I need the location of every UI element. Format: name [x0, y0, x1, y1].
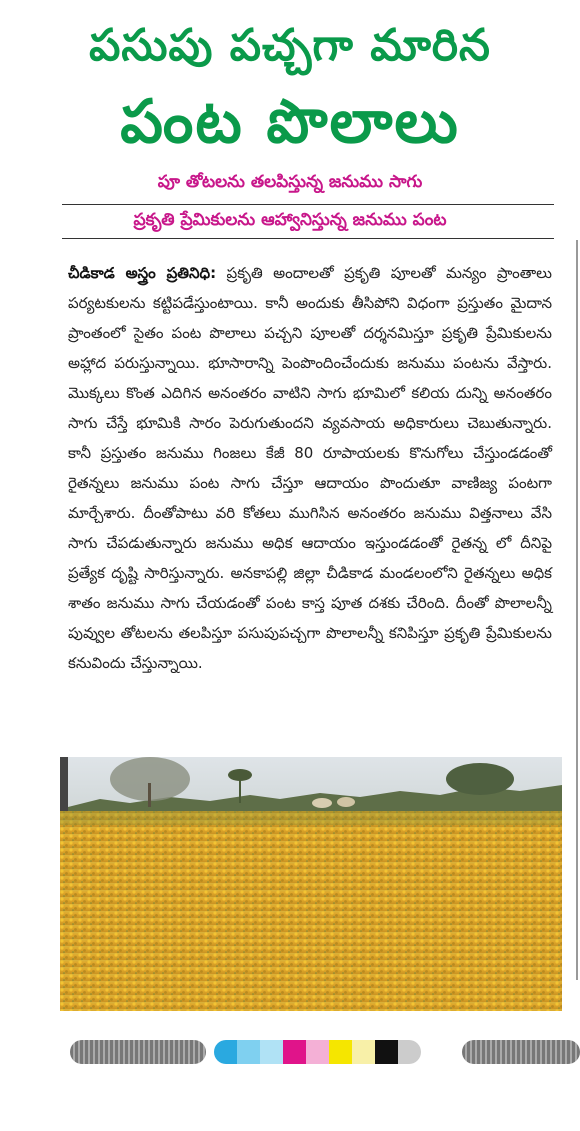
subheading-1: పూ తోటలను తలపిస్తున్న జనుము సాగు: [157, 172, 423, 192]
cmyk-swatch-yellow: [329, 1040, 352, 1064]
headline-line-2: పంట పొలాలు: [120, 87, 460, 157]
cmyk-swatch-cyan-tint: [237, 1040, 260, 1064]
cmyk-swatch-black: [375, 1040, 398, 1064]
cmyk-swatch-magenta-tint: [306, 1040, 329, 1064]
cmyk-swatch-yellow-tint: [352, 1040, 375, 1064]
cmyk-swatch-grey: [398, 1040, 421, 1064]
divider-bottom: [62, 238, 554, 239]
column-rule: [576, 240, 578, 980]
article-text: ప్రకృతి అందాలతో ప్రకృతి పూలతో మన్యం ప్రాంతాలు పర్యటకులను కట్టిపడేస్తుంటాయి. కానీ అందుకు తీసిపోని విధంగా ప్రస్తుతం మైదాన ప్రాంతంలో సైతం పంట పొలాలు పచ్చని పూలతో దర్శనమిస్తూ ప్రకృతి ప్రేమికులను అహ్లాద పరుస్తున్నాయి. భూసారాన్ని పెంపొందించేందుకు జనుము పంటను వేస్తారు. మొక్కలు కొంత ఎదిగిన అనంతరం వాటిని సాగు భూమిలో కలియ దున్ని అనంతరం సాగు చేస్తే భూమికి సారం పెరుగుతుందని వ్యవసాయ అధికారులు చెబుతున్నారు. కానీ ప్రస్తుతం జనుము గింజలు కేజీ 80 రూపాయలకు కొనుగోలు చేస్తుండడంతో రైతన్నలు జనుము పంట సాగు చేస్తూ ఆదాయం పొందుతూ వాణిజ్య పంటగా మార్చేశారు. దీంతోపాటు వరి కోతలు ముగిసిన అనంతరం జనుము విత్తనాలు వేసి సాగు చేపడుతున్నారు జనుము అధిక ఆదాయం ఇస్తుండడంతో రైతన్న లో దీనిపై ప్రత్యేక దృష్టి సారిస్తున్నారు. అనకాపల్లి జిల్లా చీడికాడ మండలంలోని రైతన్నలు అధిక శాతం జనుము సాగు చేయడంతో పంట కాస్త పూత దశకు చేరింది. దీంతో పొలాలన్నీ పువ్వుల తోటలను తలపిస్తూ పసుపుపచ్చగా పొలాలన్నీ కనిపిస్తూ ప్రకృతి ప్రేమికులను కనువిందు చేస్తున్నాయి.: [68, 264, 552, 672]
divider-top: [62, 204, 554, 205]
subheading-2: ప్రకృతి ప్రేమికులను ఆహ్వానిస్తున్న జనుము పంట: [133, 210, 447, 230]
article-body: [68, 258, 552, 678]
cmyk-swatch-cyan: [214, 1040, 237, 1064]
headline-line-1: పసుపు పచ్చగా మారిన: [89, 20, 491, 71]
cmyk-swatch-magenta: [283, 1040, 306, 1064]
cmyk-swatch-cyan-light: [260, 1040, 283, 1064]
byline: చీడికాడ అస్త్రం ప్రతినిధి:: [68, 264, 217, 282]
print-registration-strip-left: [70, 1040, 206, 1064]
print-registration-strip-right: [462, 1040, 580, 1064]
sunn-hemp-field-photo: [60, 757, 562, 1011]
